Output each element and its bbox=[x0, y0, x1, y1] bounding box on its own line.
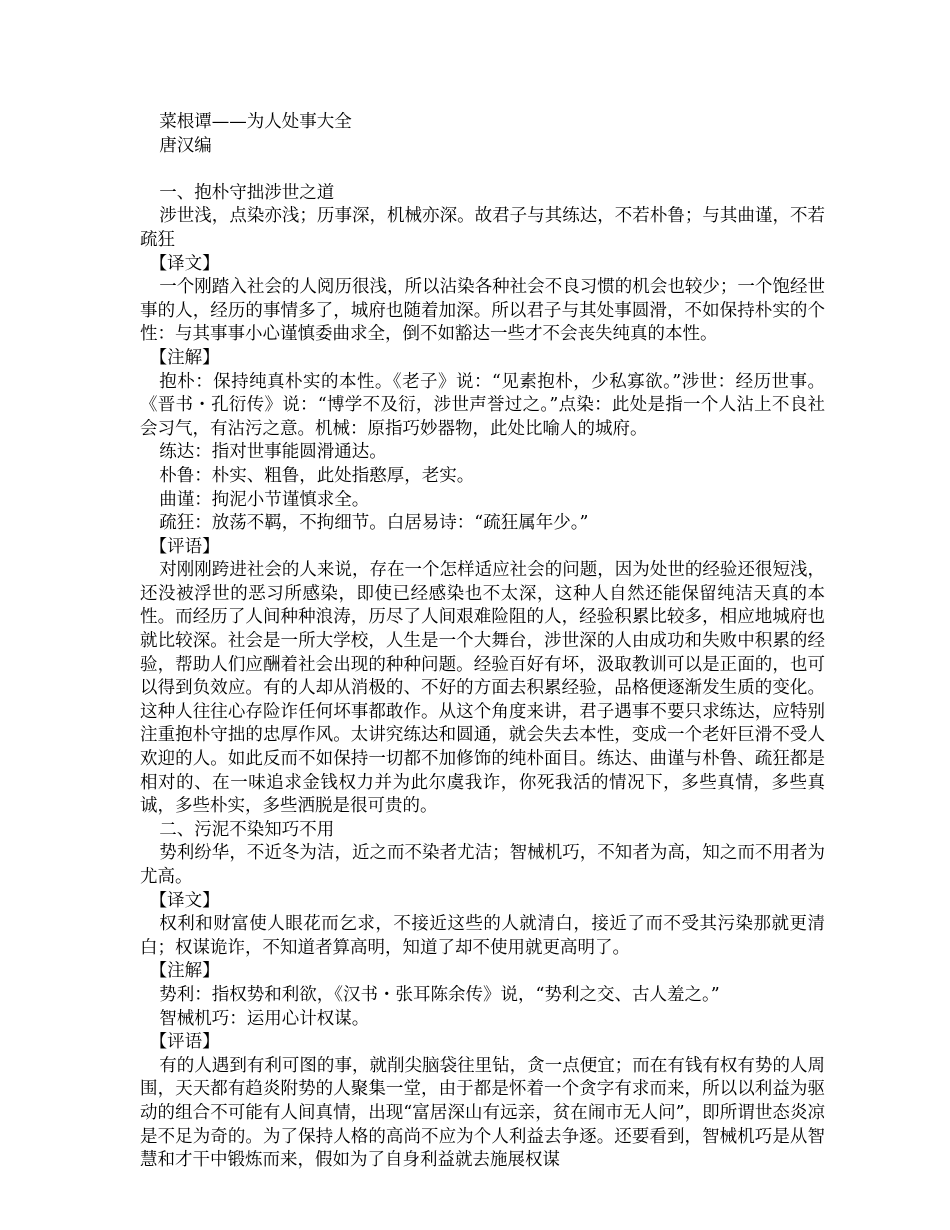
document-page bbox=[140, 111, 825, 1173]
document-author: 唐汉编 bbox=[159, 135, 212, 156]
comment-label: 【评语】 bbox=[149, 1032, 220, 1053]
section-heading: 二、污泥不染知巧不用 bbox=[159, 819, 335, 840]
note-item: 练达：指对世事能圆滑通达。 bbox=[159, 442, 387, 463]
notes-label: 【注解】 bbox=[149, 347, 220, 368]
note-item: 朴鲁：朴实、粗鲁，此处指憨厚，老实。 bbox=[159, 465, 475, 486]
comment-paragraph: 对刚刚跨进社会的人来说，存在一个怎样适应社会的问题，因为处世的经验还很短浅，还没被浮世的恶习所感染，即使已经感染也不太深，这种人自然还能保留纯洁天真的本性。而经历了人间种种浪涛，历尽了人间艰难险阻的人，经验积累比较多，相应地城府也就比较深。社会是一所大学校，人生是一个大舞台，涉世深的人由成功和失败中积累的经验，帮助人们应酬着社会出现的种种问题。经验百好有坏，汲取教训可以是正面的，也可以得到负效应。有的人却从消极的、不好的方面去积累经验，品格便逐渐发生质的变化。这种人往往心存险诈任何坏事都敢作。从这个角度来讲，君子遇事不要只求练达，应特别注重抱朴守拙的忠厚作风。太讲究练达和圆通，就会失去本性，变成一个老奸巨滑不受人欢迎的人。如此反而不如保持一切都不加修饰的纯朴面目。练达、曲谨与朴鲁、疏狂都是相对的、在一味追求金钱权力并为此尔虞我诈，你死我活的情况下，多些真情，多些真诚，多些朴实，多些洒脱是很可贵的。 bbox=[140, 560, 825, 817]
translation-paragraph: 一个刚踏入社会的人阅历很浅，所以沾染各种社会不良习惯的机会也较少；一个饱经世事的人，经历的事情多了，城府也随着加深。所以君子与其处事圆滑，不如保持朴实的个性：与其事事小心谨慎委曲求全，倒不如豁达一些才不会丧失纯真的本性。 bbox=[140, 277, 825, 345]
section-original-text: 势利纷华，不近冬为洁，近之而不染者尤洁；智械机巧，不知者为高，知之而不用者为尤高。 bbox=[140, 843, 825, 887]
note-item: 抱朴：保持纯真朴实的本性。《老子》说：“见素抱朴，少私寡欲。”涉世：经历世事。《晋书・孔衍传》说：“博学不及衍，涉世声誉过之。”点染：此处是指一个人沾上不良社会习气，有沾污之意。机械：原指巧妙器物，此处比喻人的城府。 bbox=[140, 371, 825, 439]
section-heading: 一、抱朴守拙涉世之道 bbox=[159, 182, 335, 203]
document-title: 菜根谭——为人处事大全 bbox=[159, 112, 352, 132]
translation-paragraph: 权利和财富使人眼花而乞求，不接近这些的人就清白，接近了而不受其污染那就更清白；权谋诡诈，不知道者算高明，知道了却不使用就更高明了。 bbox=[140, 914, 825, 958]
comment-label: 【评语】 bbox=[149, 536, 220, 557]
note-item: 智械机巧：运用心计权谋。 bbox=[159, 1008, 370, 1029]
note-item: 曲谨：拘泥小节谨慎求全。 bbox=[159, 489, 370, 510]
section-original-text: 涉世浅，点染亦浅；历事深，机械亦深。故君子与其练达，不若朴鲁；与其曲谨，不若疏狂 bbox=[140, 206, 825, 250]
translation-label: 【译文】 bbox=[149, 253, 220, 274]
notes-label: 【注解】 bbox=[149, 961, 220, 982]
spacer bbox=[140, 158, 825, 182]
comment-paragraph: 有的人遇到有利可图的事，就削尖脑袋往里钻，贪一点便宜；而在有钱有权有势的人周围，天天都有趋炎附势的人聚集一堂，由于都是怀着一个贪字有求而来，所以以利益为驱动的组合不可能有人间真情，出现“富居深山有远亲，贫在闹市无人问”，即所谓世态炎凉是不足为奇的。为了保持人格的高尚不应为个人利益去争逐。还要看到，智械机巧是从智慧和才干中锻炼而来，假如为了自身利益就去施展权谋 bbox=[140, 1055, 825, 1171]
note-item: 疏狂：放荡不羁，不拘细节。白居易诗：“疏狂属年少。” bbox=[159, 513, 589, 534]
translation-label: 【译文】 bbox=[149, 890, 220, 911]
note-item: 势利：指权势和利欲，《汉书・张耳陈余传》说，“势利之交、古人羞之。” bbox=[159, 984, 720, 1005]
